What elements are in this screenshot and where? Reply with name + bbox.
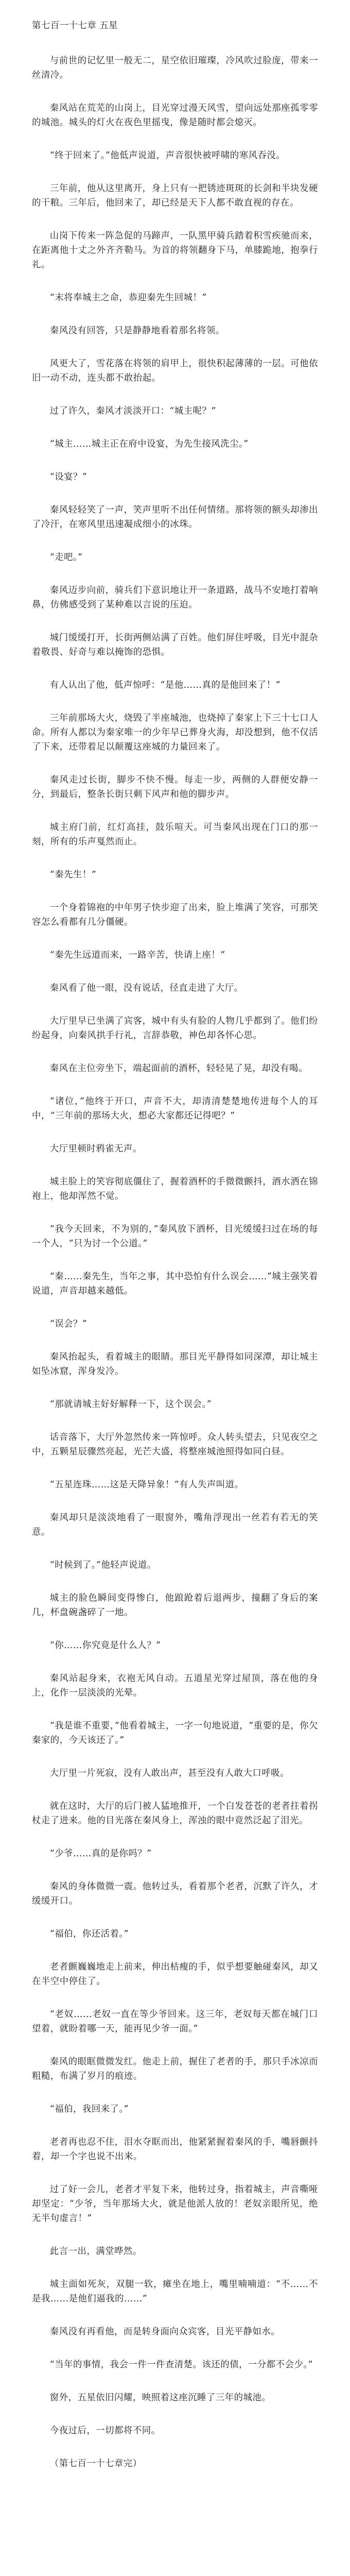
paragraph: “五星连珠……这是天降异象！”有人失声叫道。 <box>49 1480 244 1490</box>
paragraph: “我今天回来，不为别的，”秦风放下酒杯，目光缓缓扫过在场的每一个人，“只为讨一个公道。” <box>32 1224 318 1249</box>
paragraph: “福伯，你还活着。” <box>49 1929 129 1939</box>
paragraph: 秦风走过长街，脚步不快不慢。每走一步，两侧的人群便安静一分，到最后，整条长街只剩下风声和他的脚步声。 <box>32 775 318 800</box>
paragraph: 城门缓缓打开，长街两侧站满了百姓。他们屏住呼吸，目光中混杂着敬畏、好奇与难以掩饰的恐惧。 <box>32 633 318 657</box>
paragraph: “秦先生！” <box>49 870 97 880</box>
paragraph: 秦风没有再看他，而是转身面向众宾客，目光平静如水。 <box>49 2327 281 2337</box>
paragraph: 过了许久，秦风才淡淡开口：“城主呢？” <box>49 406 216 416</box>
paragraph: “终于回来了。”他低声说道，声音很快被呼啸的寒风吞没。 <box>49 150 286 161</box>
paragraph: 窗外，五星依旧闪耀，映照着这座沉睡了三年的城池。 <box>49 2393 271 2403</box>
paragraph: 有人认出了他，低声惊呼：“是他……真的是他回来了！” <box>49 680 281 690</box>
paragraph: 今夜过后，一切都将不同。 <box>49 2426 161 2436</box>
paragraph: “福伯，我回来了。” <box>49 2104 129 2114</box>
paragraph: 城主府门前，红灯高挂，鼓乐喧天。可当秦风出现在门口的那一刻，所有的乐声戛然而止。 <box>32 822 318 847</box>
paragraph: 与前世的记忆里一般无二，星空依旧璀璨，冷风吹过脸庞，带来一丝清冷。 <box>32 56 318 80</box>
paragraph: 老者再也忍不住，泪水夺眶而出，他紧紧握着秦风的手，嘴唇颤抖着，却一个字也说不出来。 <box>32 2137 318 2162</box>
paragraph: 大厅里顿时鸦雀无声。 <box>49 1144 142 1154</box>
paragraph: 此言一出，满堂哗然。 <box>49 2246 142 2257</box>
paragraph: “城主……城主正在府中设宴，为先生接风洗尘。” <box>49 439 249 449</box>
paragraph: “少爷……真的是你吗？” <box>49 1849 152 1859</box>
paragraph: 秦风抬起头，看着城主的眼睛。那目光平静得如同深潭，却让城主如坠冰窟，浑身发冷。 <box>32 1352 318 1377</box>
paragraph: “秦先生远道而来，一路辛苦，快请上座！” <box>49 950 225 960</box>
paragraph: 秦风没有回答，只是静静地看着那名将领。 <box>49 326 225 336</box>
paragraph: 大厅里一片死寂，没有人敢出声，甚至没有人敢大口呼吸。 <box>49 1768 289 1778</box>
paragraph: “走吧。” <box>49 552 83 563</box>
paragraph: 山岗下传来一阵急促的马蹄声，一队黑甲骑兵踏着积雪疾驰而来，在距离他十丈之外齐齐勒马。为首的将领翻身下马，单膝跪地，抱拳行礼。 <box>32 231 318 270</box>
paragraph: 三年前那场大火，烧毁了半座城池，也烧掉了秦家上下三十七口人命。所有人都以为秦家唯一的少年早已葬身火海，却没想到，他不仅活了下来，还带着足以颠覆这座城的力量回来了。 <box>32 713 318 752</box>
paragraph: “秦……秦先生，当年之事，其中恐怕有什么误会……”城主强笑着说道，声音却越来越低。 <box>32 1272 318 1296</box>
paragraph: 秦风看了他一眼，没有说话，径直走进了大厅。 <box>49 983 243 993</box>
paragraph: “误会？” <box>49 1319 87 1329</box>
paragraph: 话音落下，大厅外忽然传来一阵惊呼。众人转头望去，只见夜空之中，五颗星辰骤然亮起，光芒大盛，将整座城池照得如同白昼。 <box>32 1432 318 1457</box>
paragraph: “你……你究竟是什么人？” <box>49 1640 161 1651</box>
paragraph: 秦风站在荒芜的山岗上，目光穿过漫天风雪，望向远处那座孤零零的城池。城头的灯火在夜色里摇曳，像是随时都会熄灭。 <box>32 103 318 128</box>
paragraph: 秦风轻轻笑了一声，笑声里听不出任何情绪。那将领的额头却渗出了冷汗，在寒风里迅速凝成细小的冰珠。 <box>32 505 318 530</box>
paragraph: 城主的脸色瞬间变得惨白，他踉跄着后退两步，撞翻了身后的案几，杯盘碗盏碎了一地。 <box>32 1593 318 1618</box>
paragraph: 三年前，他从这里离开，身上只有一把锈迹斑斑的长剑和半块发硬的干粮。三年后，他回来了，却已经是天下人都不敢直视的存在。 <box>32 183 318 208</box>
paragraph: 过了好一会儿，老者才平复下来，他转过身，指着城主，声音嘶哑却坚定：“少爷，当年那场大火，就是他派人放的！老奴亲眼所见，绝无半句虚言！” <box>32 2184 318 2224</box>
paragraph: “我是谁不重要，”他看着城主，一字一句地说道，“重要的是，你欠秦家的，今天该还了。” <box>32 1721 318 1745</box>
paragraph: “设宴？” <box>49 472 87 482</box>
paragraph: “末将奉城主之命，恭迎秦先生回城！” <box>49 293 207 303</box>
paragraph: 秦风站起身来，衣袍无风自动。五道星光穿过屋顶，落在他的身上，化作一层淡淡的光晕。 <box>32 1673 318 1698</box>
paragraph: 一个身着锦袍的中年男子快步迎了出来，脸上堆满了笑容，可那笑容怎么看都有几分僵硬。 <box>32 903 318 927</box>
paragraph: 秦风的眼眶微微发红。他走上前，握住了老者的手，那只手冰凉而粗糙，布满了岁月的痕迹。 <box>32 2057 318 2081</box>
paragraph: “那就请城主好好解释一下，这个误会。” <box>49 1399 212 1410</box>
paragraph: 秦风的身体微微一震。他转过头，看着那个老者，沉默了许久，才缓缓开口。 <box>32 1882 318 1906</box>
paragraph: 就在这时，大厅的后门被人猛地推开，一个白发苍苍的老者拄着拐杖走了进来。他的目光落在秦风身上，浑浊的眼中竟然泛起了泪光。 <box>32 1801 318 1826</box>
paragraph: 秦风在主位旁坐下，端起面前的酒杯，轻轻晃了晃，却没有喝。 <box>49 1063 308 1074</box>
paragraph: “当年的事情，我会一件一件查清楚。该还的债，一分都不会少。” <box>49 2360 313 2370</box>
chapter-title: 第七百一十七章 五星 <box>32 21 118 31</box>
paragraph: 老者颤巍巍地走上前来，伸出枯瘦的手，似乎想要触碰秦风，却又在半空中停住了。 <box>32 1962 318 1987</box>
paragraph: （第七百一十七章完） <box>49 2459 142 2469</box>
paragraph: 秦风却只是淡淡地看了一眼窗外，嘴角浮现出一丝若有若无的笑意。 <box>32 1513 318 1537</box>
paragraph: “诸位，”他终于开口，声音不大，却清清楚楚地传进每个人的耳中，“三年前的那场大火，想必大家都还记得吧？” <box>32 1096 318 1121</box>
paragraph: 城主脸上的笑容彻底僵住了，握着酒杯的手微微颤抖，酒水洒在锦袍上，他却浑然不觉。 <box>32 1177 318 1201</box>
paragraph: 风更大了，雪花落在将领的肩甲上，很快积起薄薄的一层。可他依旧一动不动，连头都不敢抬起。 <box>32 359 318 383</box>
paragraph: 大厅里早已坐满了宾客，城中有头有脸的人物几乎都到了。他们纷纷起身，向秦风拱手行礼，言辞恭敬，神色却各怀心思。 <box>32 1016 318 1041</box>
paragraph: “时候到了。”他轻声说道。 <box>49 1560 156 1570</box>
paragraph: “老奴……老奴一直在等少爷回来。这三年，老奴每天都在城门口望着，就盼着哪一天，能再见少爷一面。” <box>32 2009 318 2034</box>
paragraph: 秦风迈步向前，骑兵们下意识地让开一条道路，战马不安地打着响鼻，仿佛感受到了某种难以言说的压迫。 <box>32 585 318 610</box>
paragraph: 城主面如死灰，双腿一软，瘫坐在地上，嘴里喃喃道：“不……不是我……是他们逼我的……” <box>32 2279 318 2304</box>
